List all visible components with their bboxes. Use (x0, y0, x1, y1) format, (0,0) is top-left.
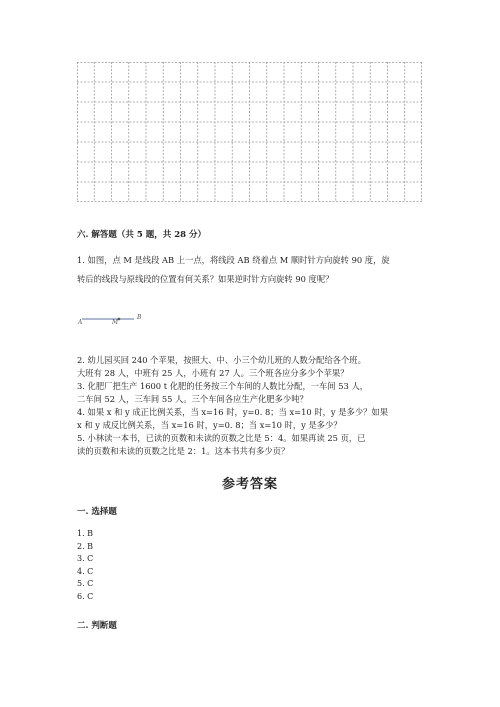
answer-key-title: 参考答案 (221, 477, 278, 492)
grid-drawing (77, 62, 422, 202)
part-1-title: 一. 选择题 (77, 507, 117, 517)
question-3-line-1: 3. 化肥厂把生产 1600 t 化肥的任务按三个车间的人数比分配，一车间 53 人， (77, 381, 369, 391)
answer-grid (77, 62, 422, 202)
question-3-line-2: 二车间 52 人，三车间 55 人。三个车间各应生产化肥多少吨？ (77, 394, 308, 404)
choice-answer-1: 1. B (77, 529, 94, 538)
question-4-line-1: 4. 如果 x 和 y 成正比例关系，当 x=16 时，y=0. 8；当 x=10 时，y 是多少？如果 (77, 407, 389, 417)
label-b: B (137, 314, 142, 321)
question-2-line-1: 2. 幼儿园买回 240 个苹果，按照大、中、小三个幼儿班的人数分配给各个班。 (77, 355, 366, 365)
question-4-line-2: x 和 y 成反比例关系，当 x=16 时，y=0. 8；当 x=10 时，y 是多少？ (77, 420, 342, 430)
label-m: M (112, 319, 119, 326)
segment-ab-figure (76, 312, 156, 332)
section-6-title: 六. 解答题（共 5 题，共 28 分） (77, 230, 206, 240)
question-1-line-1: 1. 如图，点 M 是线段 AB 上一点，将线段 AB 绕着点 M 顺时针方向旋转 90 度，旋 (77, 255, 390, 265)
label-a: A (78, 319, 83, 326)
choice-answer-4: 4. C (77, 566, 94, 576)
question-5-line-1: 5. 小林读一本书，已读的页数和未读的页数之比是 5：4。如果再读 25 页，已 (77, 433, 366, 443)
choice-answer-3: 3. C (77, 554, 94, 563)
choice-answer-2: 2. B (77, 541, 94, 551)
question-2-line-2: 大班有 28 人，中班有 25 人，小班有 27 人。三个班各应分多少个苹果？ (77, 368, 349, 378)
choice-answers-list (77, 528, 93, 603)
choice-answer-6: 6. C (77, 591, 94, 601)
part-2-title: 二. 判断题 (77, 621, 117, 631)
question-1-line-2: 转后的线段与原线段的位置有何关系？如果逆时针方向旋转 90 度呢？ (77, 274, 334, 284)
choice-answer-5: 5. C (77, 579, 94, 588)
question-5-line-2: 读的页数和未读的页数之比是 2：1。这本书共有多少页？ (77, 446, 290, 456)
